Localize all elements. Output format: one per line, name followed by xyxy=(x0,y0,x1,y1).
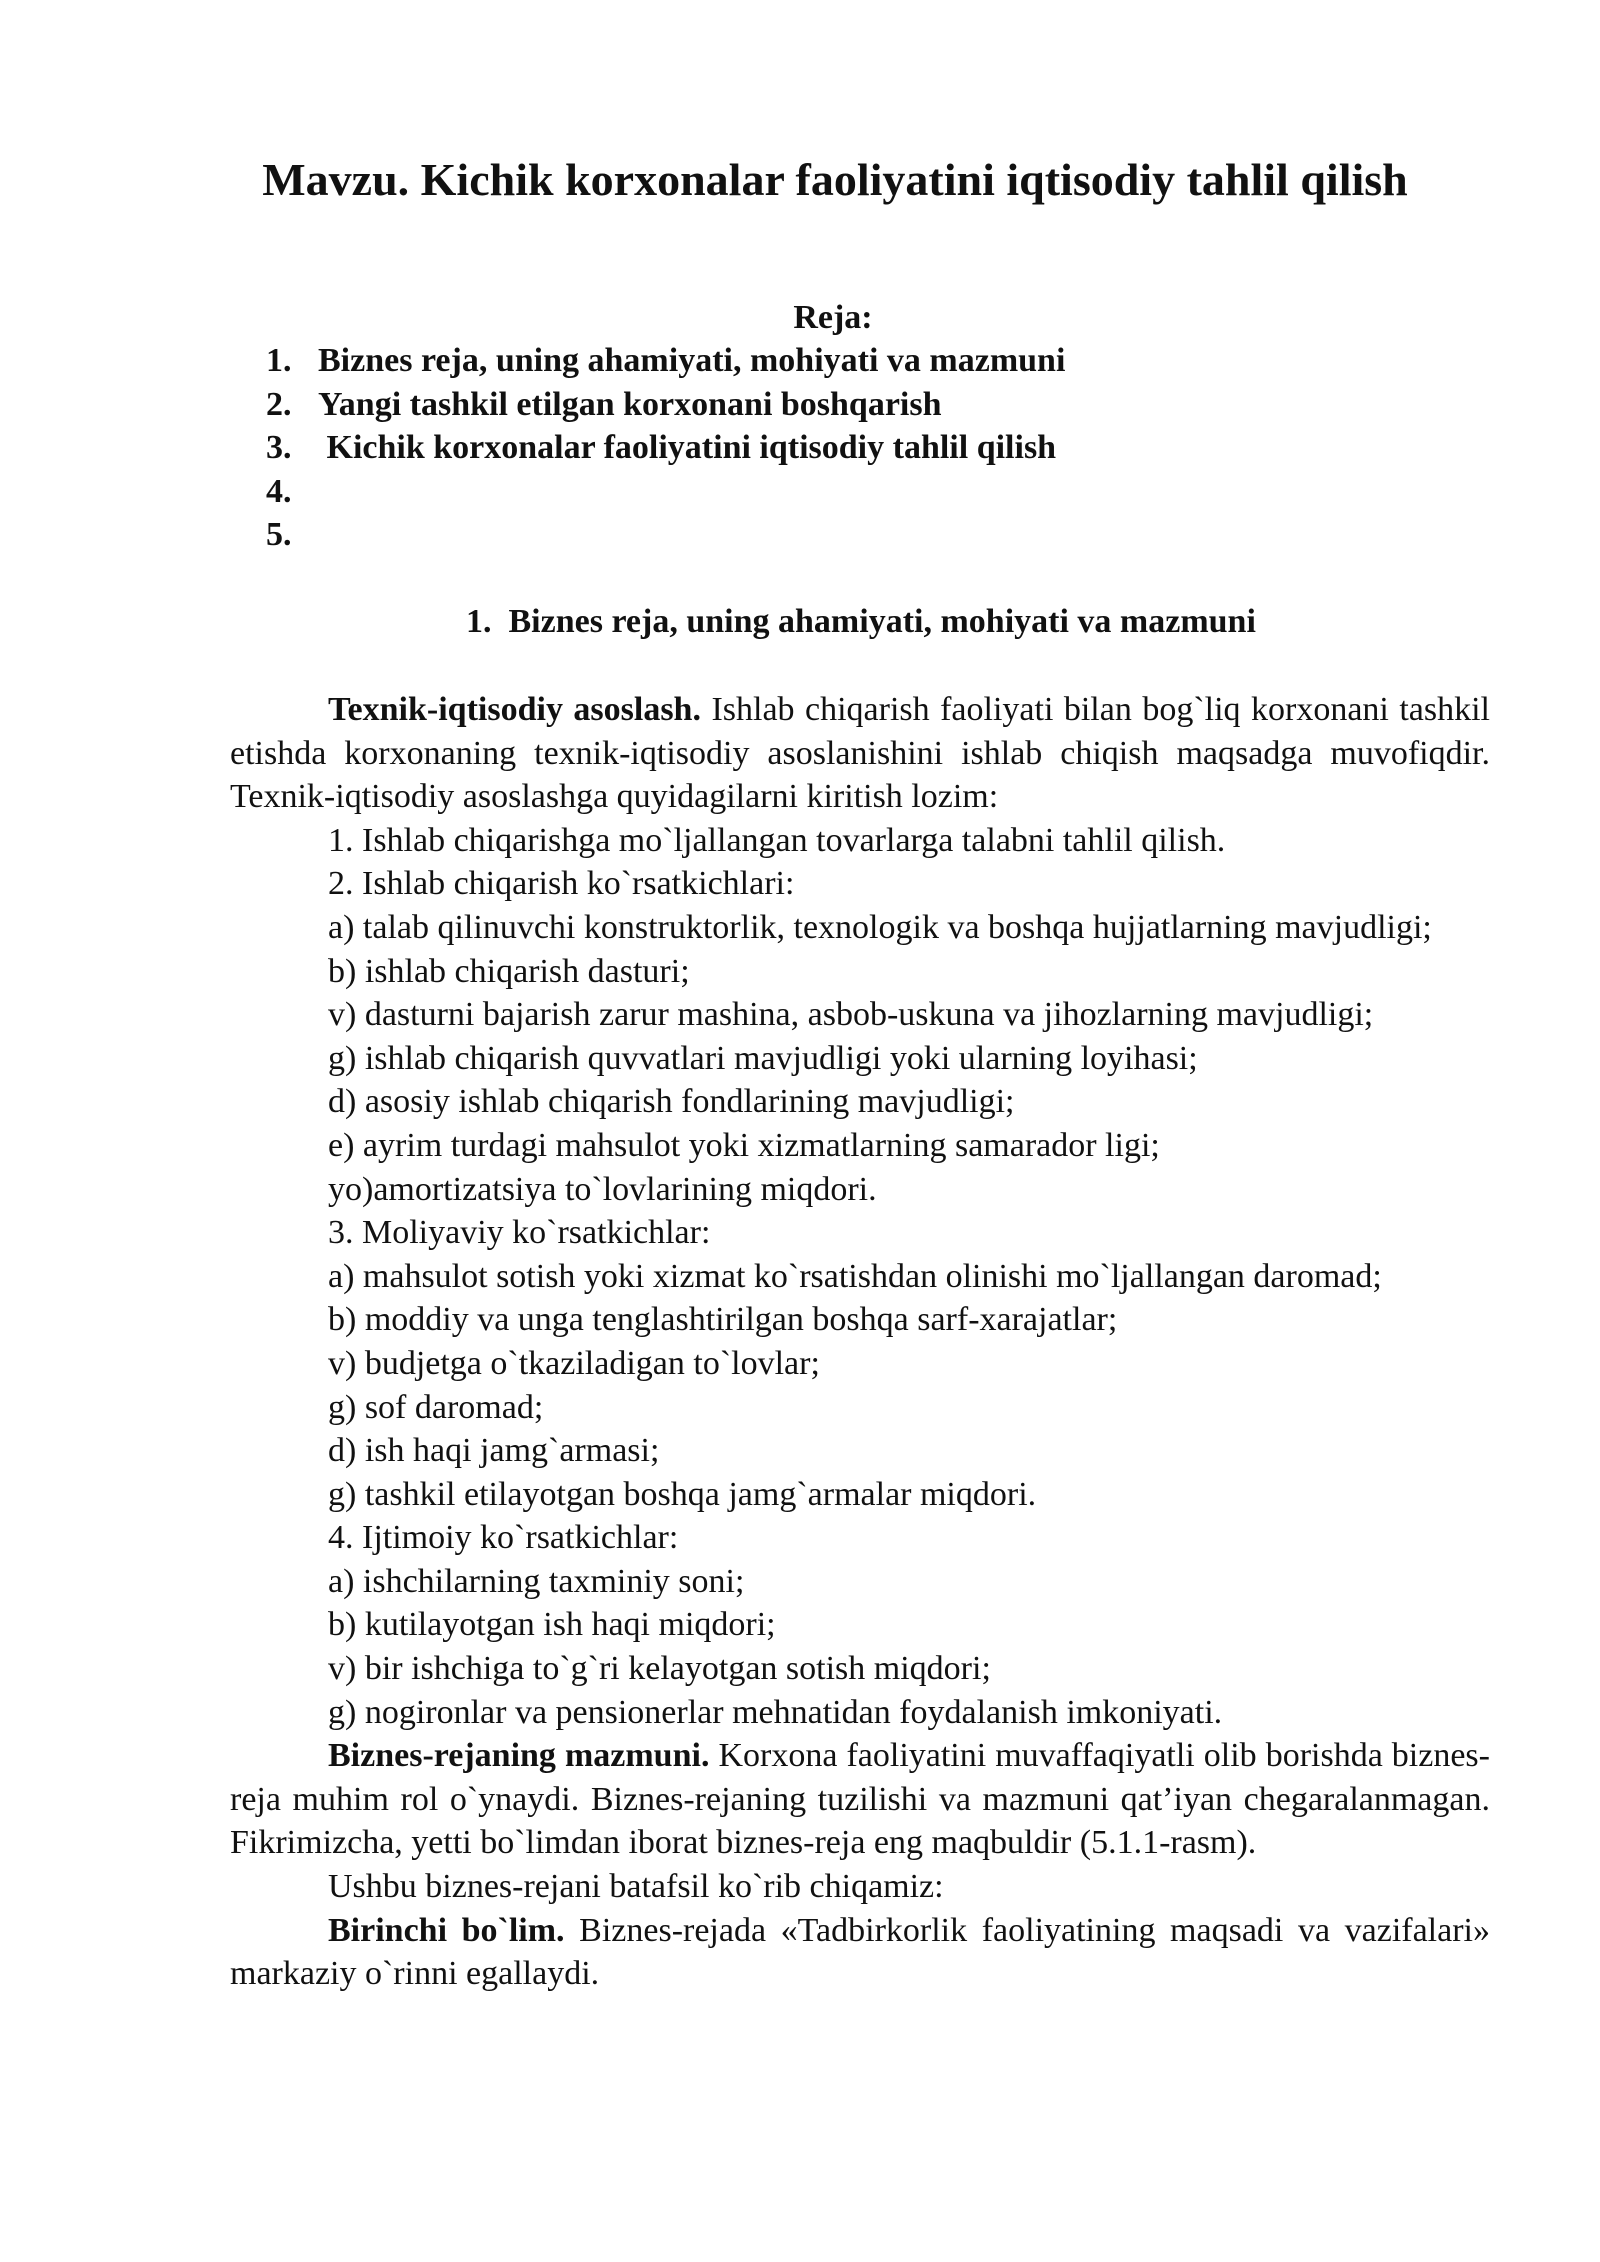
paragraph-text: Biznes-rejada «Tadbirkorlik faoliyatining maqsadi va vazifalari» markaziy o`rinni egallaydi. xyxy=(230,1911,1490,1993)
plan-item xyxy=(266,513,1065,557)
plan-item-text: Yangi tashkil etilgan korxonani boshqarish xyxy=(318,385,942,423)
plan-heading: Reja: xyxy=(793,299,873,336)
list-item: a) ishchilarning taxminiy soni; xyxy=(328,1562,745,1600)
list-item: 2. Ishlab chiqarish ko`rsatkichlari: xyxy=(328,865,795,903)
list-item: yo)amortizatsiya to`lovlarining miqdori. xyxy=(328,1170,877,1208)
paragraph-text: Korxona faoliyatini muvaffaqiyatli olib borishda biznes-reja muhim rol o`ynaydi. Biznes-rejaning tuzilishi va mazmuni qat’iyan chegaralanmagan. Fikrimizcha, yetti bo`limdan iborat biznes-reja eng maqbuldir (5.1.1-rasm). xyxy=(230,1737,1490,1862)
list-item: 4. Ijtimoiy ko`rsatkichlar: xyxy=(328,1519,679,1557)
list-item: v) dasturni bajarish zarur mashina, asbob-uskuna va jihozlarning mavjudligi; xyxy=(328,996,1374,1034)
plan-item-number: 3. xyxy=(266,429,292,466)
paragraph-text: Ushbu biznes-rejani batafsil ko`rib chiqamiz: xyxy=(328,1868,944,1906)
list-item: b) moddiy va unga tenglashtirilgan boshqa sarf-xarajatlar; xyxy=(328,1301,1118,1339)
list-item: g) sof daromad; xyxy=(328,1388,544,1426)
list-item: b) ishlab chiqarish dasturi; xyxy=(328,952,690,990)
paragraph-lead: Birinchi bo`lim. xyxy=(328,1911,565,1949)
list-item: e) ayrim turdagi mahsulot yoki xizmatlarning samarador ligi; xyxy=(328,1126,1160,1164)
list-item: a) talab qilinuvchi konstruktorlik, texnologik va boshqa hujjatlarning mavjudligi; xyxy=(328,908,1432,946)
section-heading: 1. Biznes reja, uning ahamiyati, mohiyati va mazmuni xyxy=(466,603,1256,640)
list-item: g) tashkil etilayotgan boshqa jamg`armalar miqdori. xyxy=(328,1475,1037,1513)
list-item: v) bir ishchiga to`g`ri kelayotgan sotish miqdori; xyxy=(328,1650,991,1688)
list-item: d) ish haqi jamg`armasi; xyxy=(328,1432,660,1470)
plan-item-text: Kichik korxonalar faoliyatini iqtisodiy tahlil qilish xyxy=(318,429,1057,466)
plan-item-number: 1. xyxy=(266,342,292,379)
plan-item xyxy=(266,426,1065,470)
plan-item-number: 2. xyxy=(266,385,292,423)
plan-list xyxy=(266,339,1065,557)
list-item: g) nogironlar va pensionerlar mehnatidan foydalanish imkoniyati. xyxy=(328,1693,1223,1731)
plan-item xyxy=(266,339,1065,383)
list-item: g) ishlab chiqarish quvvatlari mavjudligi yoki ularning loyihasi; xyxy=(328,1039,1198,1077)
paragraph-first-section xyxy=(230,1909,1490,1996)
document-title: Mavzu. Kichik korxonalar faoliyatini iqtisodiy tahlil qilish xyxy=(262,154,1408,205)
list-item: b) kutilayotgan ish haqi miqdori; xyxy=(328,1606,776,1644)
list-item: d) asosiy ishlab chiqarish fondlarining mavjudligi; xyxy=(328,1083,1015,1121)
plan-item-number: 5. xyxy=(266,516,292,553)
list-item: 1. Ishlab chiqarishga mo`ljallangan tovarlarga talabni tahlil qilish. xyxy=(328,821,1226,859)
paragraph-lead: Texnik-iqtisodiy asoslash. xyxy=(328,691,701,728)
list-item: v) budjetga o`tkaziladigan to`lovlar; xyxy=(328,1344,820,1382)
paragraph-review xyxy=(230,1865,1490,1909)
plan-item xyxy=(266,383,1065,427)
paragraph-technical-justification xyxy=(230,688,1490,819)
plan-item xyxy=(266,470,1065,514)
plan-item-number: 4. xyxy=(266,472,292,510)
plan-item-text: Biznes reja, uning ahamiyati, mohiyati va mazmuni xyxy=(318,342,1066,379)
paragraph-business-plan-content xyxy=(230,1734,1490,1865)
list-item: a) mahsulot sotish yoki xizmat ko`rsatishdan olinishi mo`ljallangan daromad; xyxy=(328,1257,1382,1295)
section-body xyxy=(230,688,1490,1996)
list-item: 3. Moliyaviy ko`rsatkichlar: xyxy=(328,1214,711,1252)
paragraph-text: Ishlab chiqarish faoliyati bilan bog`liq korxonani tashkil etishda korxonaning texnik-iqtisodiy asoslanishini ishlab chiqish maqsadga muvofiqdir. Texnik-iqtisodiy asoslashga quyidagilarni kiritish lozim: xyxy=(230,691,1490,816)
paragraph-lead: Biznes-rejaning mazmuni. xyxy=(328,1737,710,1775)
